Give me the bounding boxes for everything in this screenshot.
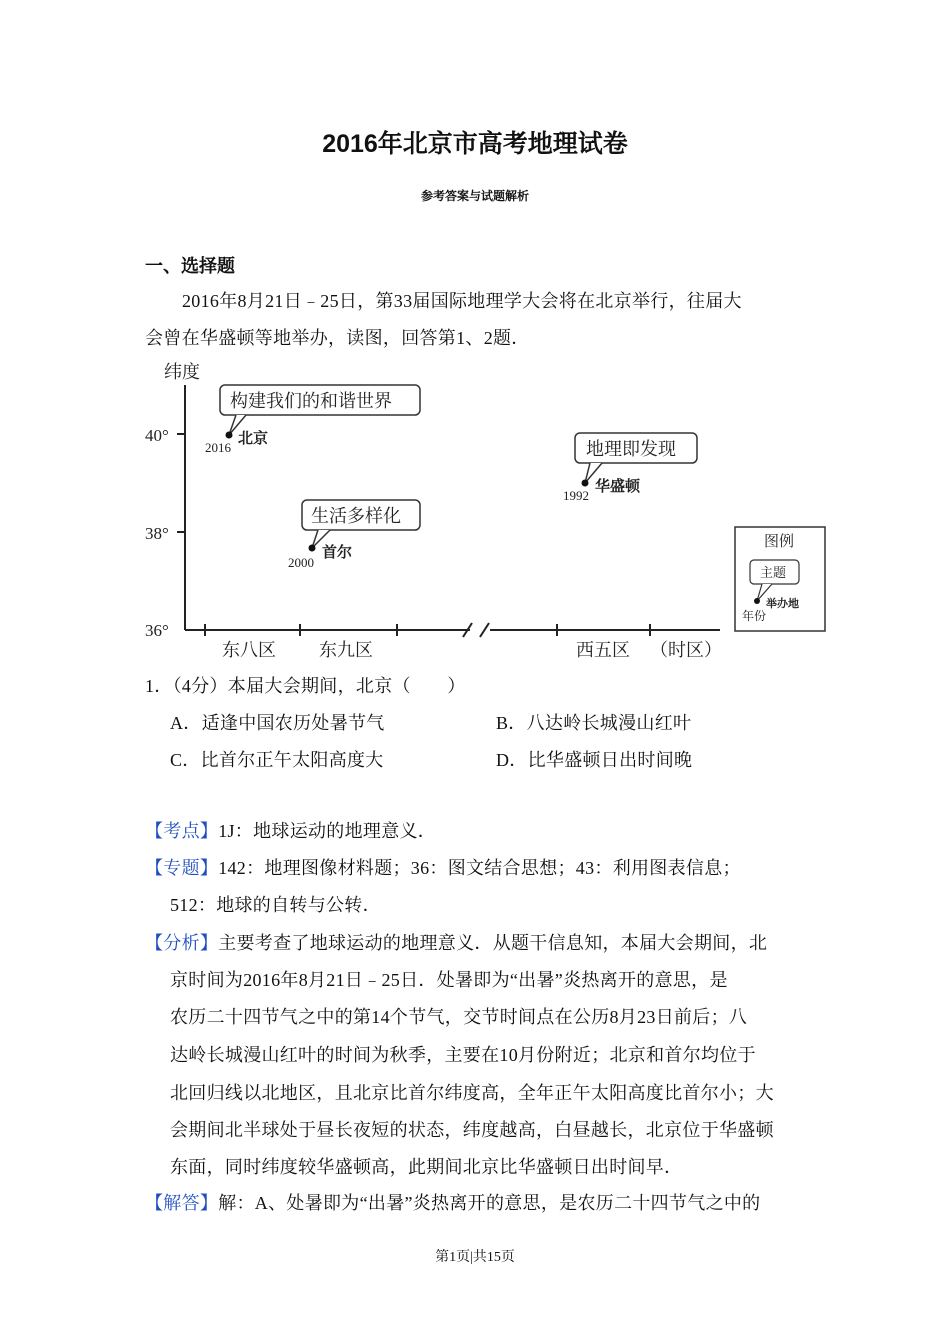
section-heading: 一、选择题 [145,256,235,276]
point-beijing [205,385,420,455]
fenxi-text: 达岭长城漫山红叶的时间为秋季，主要在10月份附近；北京和首尔均位于 [170,1045,756,1065]
kaodian-text: 1J：地球运动的地理意义． [218,821,437,841]
legend-year: 年份 [742,609,767,623]
x-tick-label: 东九区 [319,640,373,660]
year-label: 1992 [563,488,589,503]
zhuanti-text: 512：地球的自转与公转． [170,895,381,915]
fenxi [145,929,767,955]
city-label: 华盛顿 [595,479,641,495]
option-d: D．比华盛顿日出时间晚 [496,750,693,770]
page-title: 2016年北京市高考地理试卷 [322,130,628,158]
legend-theme: 主题 [760,565,787,580]
intro-line: 会曾在华盛顿等地举办，读图，回答第1、2题． [145,328,530,348]
option-b: B．八达岭长城漫山红叶 [496,713,692,733]
fenxi-text: 农历二十四节气之中的第14个节气，交节时间点在公历8月23日前后；八 [170,1007,748,1027]
year-label: 2016 [205,440,231,455]
page-subtitle: 参考答案与试题解析 [420,189,529,203]
fenxi-text: 东面，同时纬度较华盛顿高，此期间北京比华盛顿日出时间早． [170,1157,683,1177]
intro-line: 2016年8月21日﹣25日，第33届国际地理学大会将在北京举行，往届大 [182,291,742,311]
x-tick-label: 东八区 [222,640,276,660]
theme-label: 构建我们的和谐世界 [230,391,392,411]
question-stem: 1．（4分）本届大会期间，北京（ ） [145,676,466,696]
option-c: C．比首尔正午太阳高度大 [170,750,384,770]
zhuanti-tag: 【专题】 [145,858,219,878]
city-label: 北京 [238,431,269,447]
y-tick: 38° [145,524,169,543]
legend-title: 图例 [764,534,795,550]
zhuanti-text: 142：地理图像材料题；36：图文结合思想；43：利用图表信息； [218,858,741,878]
y-tick: 40° [145,426,169,445]
year-label: 2000 [288,555,314,570]
point-seoul [288,500,420,570]
fenxi-text: 会期间北半球处于昼长夜短的状态，纬度越高，白昼越长，北京位于华盛顿 [170,1120,774,1140]
legend [735,527,825,631]
kaodian [145,817,436,843]
option-a: A．适逢中国农历处暑节气 [170,713,385,733]
y-tick: 36° [145,621,169,640]
theme-label: 生活多样化 [311,506,401,526]
x-axis-label: （时区） [650,640,722,660]
jieda [145,1189,760,1215]
jieda-tag: 【解答】 [145,1193,219,1213]
x-tick-label: 西五区 [576,640,630,660]
theme-label: 地理即发现 [586,439,676,459]
fenxi-text: 京时间为2016年8月21日﹣25日．处暑即为“出暑”炎热离开的意思，是 [170,970,728,990]
fenxi-text: 主要考查了地球运动的地理意义．从题干信息知，本届大会期间，北 [218,933,768,953]
legend-place: 举办地 [766,598,799,610]
jieda-text: 解：A、处暑即为“出暑”炎热离开的意思，是农历二十四节气之中的 [218,1193,761,1213]
city-label: 首尔 [322,545,353,561]
fenxi-text: 北回归线以北地区，且北京比首尔纬度高，全年正午太阳高度比首尔小；大 [170,1083,774,1103]
zhuanti [145,854,741,880]
y-axis-label: 纬度 [164,362,200,382]
fenxi-tag: 【分析】 [145,933,219,953]
point-washington [563,433,697,503]
page-footer: 第1页|共15页 [435,1250,515,1265]
kaodian-tag: 【考点】 [145,821,219,841]
